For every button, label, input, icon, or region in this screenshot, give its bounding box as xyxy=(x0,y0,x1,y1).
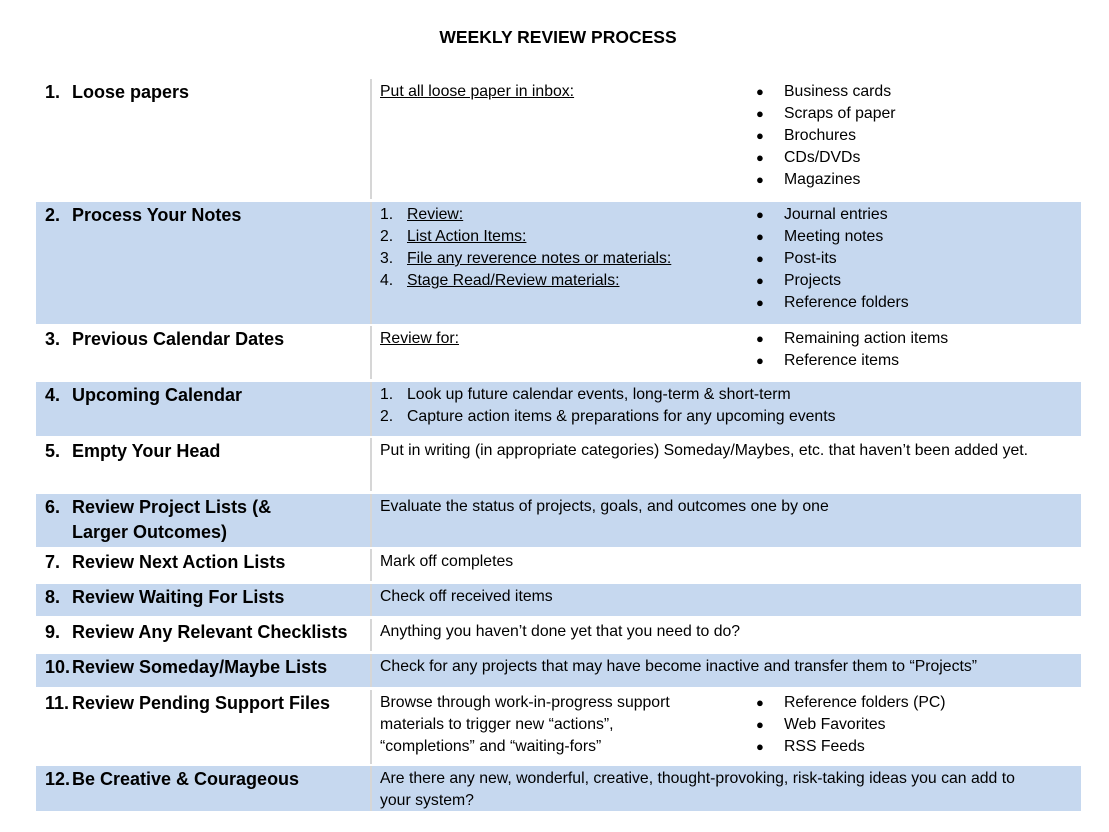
bullet-list xyxy=(756,328,948,372)
step-description: Anything you haven’t done yet that you need to do? xyxy=(380,623,741,640)
bullet-icon: ● xyxy=(756,695,764,710)
column-divider xyxy=(370,382,372,436)
bullet-icon: ● xyxy=(756,128,764,143)
step-description: Mark off completes xyxy=(380,553,514,570)
step-heading: 2. Process Your Notes xyxy=(45,205,242,225)
bullet-icon: ● xyxy=(756,295,764,310)
list-item: ● Reference folders xyxy=(756,292,909,314)
bullet-icon: ● xyxy=(756,84,764,99)
bullet-icon: ● xyxy=(756,717,764,732)
table-row xyxy=(36,766,1081,811)
step-description: Put in writing (in appropriate categories) Someday/Maybes, etc. that haven’t been added yet. xyxy=(380,442,1029,459)
bullet-icon: ● xyxy=(756,273,764,288)
column-divider xyxy=(370,549,372,581)
bullet-icon: ● xyxy=(756,106,764,121)
list-item: ● Web Favorites xyxy=(756,714,946,736)
list-item: 3. File any reverence notes or materials: xyxy=(380,250,672,267)
list-item: ● Brochures xyxy=(756,125,896,147)
bullet-icon: ● xyxy=(756,331,764,346)
step-heading: 5. Empty Your Head xyxy=(45,441,221,461)
table-row xyxy=(36,654,1081,687)
list-item: ● Remaining action items xyxy=(756,328,948,350)
bullet-icon: ● xyxy=(756,353,764,368)
step-heading: 7. Review Next Action Lists xyxy=(45,552,286,572)
step-heading: 11. Review Pending Support Files xyxy=(45,693,331,713)
list-item: ● Reference folders (PC) xyxy=(756,692,946,714)
table-row xyxy=(36,494,1081,547)
list-item: ● Meeting notes xyxy=(756,226,909,248)
step-description: Check off received items xyxy=(380,588,553,605)
step-intro: Put all loose paper in inbox: xyxy=(380,83,575,100)
list-item: ● Magazines xyxy=(756,169,896,191)
bullet-icon: ● xyxy=(756,207,764,222)
step-heading: 4. Upcoming Calendar xyxy=(45,385,243,405)
bullet-list xyxy=(756,81,896,191)
list-item: 1. Look up future calendar events, long-term & short-term xyxy=(380,386,791,403)
table-row xyxy=(36,690,1081,764)
list-item: 4. Stage Read/Review materials: xyxy=(380,272,620,289)
bullet-icon: ● xyxy=(756,172,764,187)
column-divider xyxy=(370,326,372,379)
bullet-icon: ● xyxy=(756,229,764,244)
list-item: 2. Capture action items & preparations for any upcoming events xyxy=(380,408,836,425)
column-divider xyxy=(370,79,372,199)
list-item: ● CDs/DVDs xyxy=(756,147,896,169)
list-item: ● Journal entries xyxy=(756,204,909,226)
numbered-list xyxy=(380,204,671,292)
column-divider xyxy=(370,494,372,547)
step-heading: 12. Be Creative & Courageous xyxy=(45,769,300,789)
step-heading: 9. Review Any Relevant Checklists xyxy=(45,622,348,642)
numbered-list xyxy=(380,384,836,428)
column-divider xyxy=(370,619,372,651)
column-divider xyxy=(370,654,372,687)
table-row xyxy=(36,619,1081,651)
list-item: 1. Review: xyxy=(380,206,464,223)
bullet-list xyxy=(756,204,909,314)
table-row xyxy=(36,438,1081,491)
table-row xyxy=(36,202,1081,324)
step-heading: 8. Review Waiting For Lists xyxy=(45,587,285,607)
step-intro: Review for: xyxy=(380,330,460,347)
list-item: ● Reference items xyxy=(756,350,948,372)
table-row xyxy=(36,79,1081,199)
list-item: ● RSS Feeds xyxy=(756,736,946,758)
bullet-list xyxy=(756,692,946,758)
column-divider xyxy=(370,584,372,616)
list-item: ● Business cards xyxy=(756,81,896,103)
step-description: Browse through work-in-progress support materials to trigger new “actions”, “completions” and “waiting-fors” xyxy=(380,694,670,755)
step-heading: 1. Loose papers xyxy=(45,82,190,102)
list-item: ● Scraps of paper xyxy=(756,103,896,125)
bullet-icon: ● xyxy=(756,739,764,754)
list-item: ● Projects xyxy=(756,270,909,292)
step-heading: 10. Review Someday/Maybe Lists xyxy=(45,657,328,677)
list-item: ● Post-its xyxy=(756,248,909,270)
column-divider xyxy=(370,438,372,491)
page-title: WEEKLY REVIEW PROCESS xyxy=(439,27,677,47)
column-divider xyxy=(370,202,372,324)
column-divider xyxy=(370,690,372,764)
table-row xyxy=(36,326,1081,379)
step-description: Are there any new, wonderful, creative, thought-provoking, risk-taking ideas you can add to your system? xyxy=(380,770,1015,809)
column-divider xyxy=(370,766,372,811)
step-description: Evaluate the status of projects, goals, and outcomes one by one xyxy=(380,498,829,515)
step-heading: 6. Review Project Lists (& Larger Outcomes) xyxy=(45,497,272,542)
list-item: 2. List Action Items: xyxy=(380,228,527,245)
bullet-icon: ● xyxy=(756,251,764,266)
table-row xyxy=(36,584,1081,616)
step-heading: 3. Previous Calendar Dates xyxy=(45,329,285,349)
table-row xyxy=(36,549,1081,581)
step-description: Check for any projects that may have become inactive and transfer them to “Projects” xyxy=(380,658,978,675)
table-row xyxy=(36,382,1081,436)
bullet-icon: ● xyxy=(756,150,764,165)
